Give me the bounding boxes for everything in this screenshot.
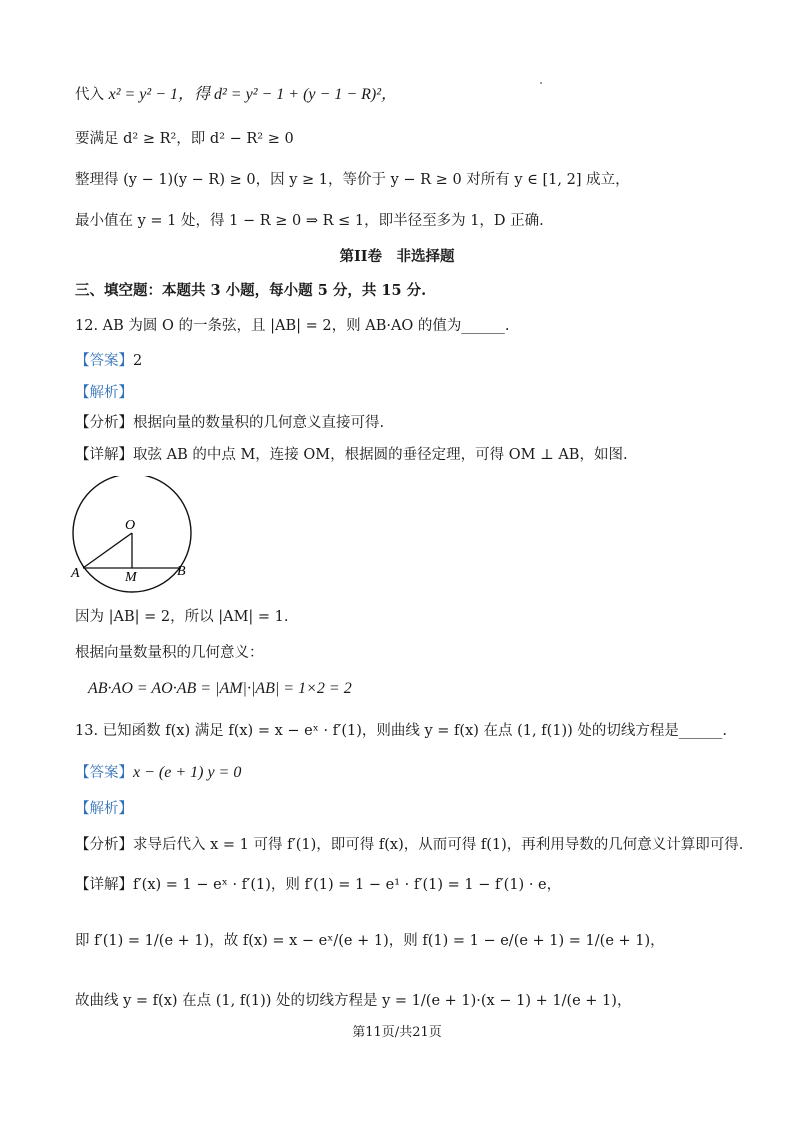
segment-oa	[83, 533, 132, 568]
circle-diagram	[70, 476, 200, 596]
detail-13: 【详解】f′(x) = 1 − eˣ · f′(1)，则 f′(1) = 1 − e¹ · f′(1) = 1 − f′(1) · e，	[75, 877, 562, 893]
label-b: B	[177, 564, 186, 579]
page-footer: 第11页/共21页	[352, 1025, 442, 1040]
analysis-label-13: 【解析】	[75, 801, 133, 817]
answer-value: x − (e + 1) y = 0	[133, 764, 242, 781]
detail-label: 【详解】	[75, 877, 133, 893]
section-title: 第II卷 非选择题	[339, 248, 455, 265]
label-m: M	[125, 570, 137, 585]
detail-label: 【详解】	[75, 447, 133, 463]
fenxi-12: 【分析】根据向量的数量积的几何意义直接可得.	[75, 415, 385, 431]
fenxi-label: 【分析】	[75, 415, 133, 431]
fenxi-13: 【分析】求导后代入 x = 1 可得 f′(1)，即可得 f(x)，从而可得 f(1)，再利用导数的几何意义计算即可得.	[75, 837, 744, 853]
text-line-4: 最小值在 y = 1 处，得 1 − R ≥ 0 ⇒ R ≤ 1，即半径至多为 1，D 正确.	[75, 213, 544, 229]
answer-value: 2	[133, 353, 143, 369]
result-line: AB·AO = AO·AB = |AM|·|AB| = 1×2 = 2	[88, 680, 352, 697]
step2-13: 即 f′(1) = 1/(e + 1)，故 f(x) = x − eˣ/(e + 1)，则 f(1) = 1 − e/(e + 1) = 1/(e + 1)，	[75, 933, 665, 949]
meaning-line: 根据向量数量积的几何意义：	[75, 645, 264, 661]
label-a: A	[71, 566, 80, 581]
analysis-label-12: 【解析】	[75, 385, 133, 401]
text-line-3: 整理得 (y − 1)(y − R) ≥ 0，因 y ≥ 1，等价于 y − R ≥ 0 对所有 y ∈ [1, 2] 成立，	[75, 172, 630, 188]
because-line: 因为 |AB| = 2，所以 |AM| = 1.	[75, 609, 289, 625]
question-12: 12. AB 为圆 O 的一条弦，且 |AB| = 2，则 AB·AO 的值为______.	[75, 318, 510, 334]
scan-speck	[540, 82, 542, 84]
fenxi-label: 【分析】	[75, 837, 133, 853]
section-heading: 三、填空题：本题共 3 小题，每小题 5 分，共 15 分.	[75, 282, 427, 299]
answer-13	[75, 762, 241, 784]
label-o: O	[125, 518, 136, 533]
question-13: 13. 已知函数 f(x) 满足 f(x) = x − eˣ · f′(1)，则曲线 y = f(x) 在点 (1, f(1)) 处的切线方程是______.	[75, 723, 728, 739]
step3-13: 故曲线 y = f(x) 在点 (1, f(1)) 处的切线方程是 y = 1/(e + 1)·(x − 1) + 1/(e + 1)，	[75, 993, 632, 1009]
answer-label: 【答案】	[75, 353, 133, 369]
answer-12	[75, 350, 142, 372]
answer-label: 【答案】	[75, 765, 133, 781]
text-line-1: 代入 x² = y² − 1，得 d² = y² − 1 + (y − 1 − R)²，	[75, 86, 398, 103]
text-line-2: 要满足 d² ≥ R²，即 d² − R² ≥ 0	[75, 131, 294, 147]
detail-12: 【详解】取弦 AB 的中点 M，连接 OM，根据圆的垂径定理，可得 OM ⊥ AB，如图.	[75, 447, 628, 463]
